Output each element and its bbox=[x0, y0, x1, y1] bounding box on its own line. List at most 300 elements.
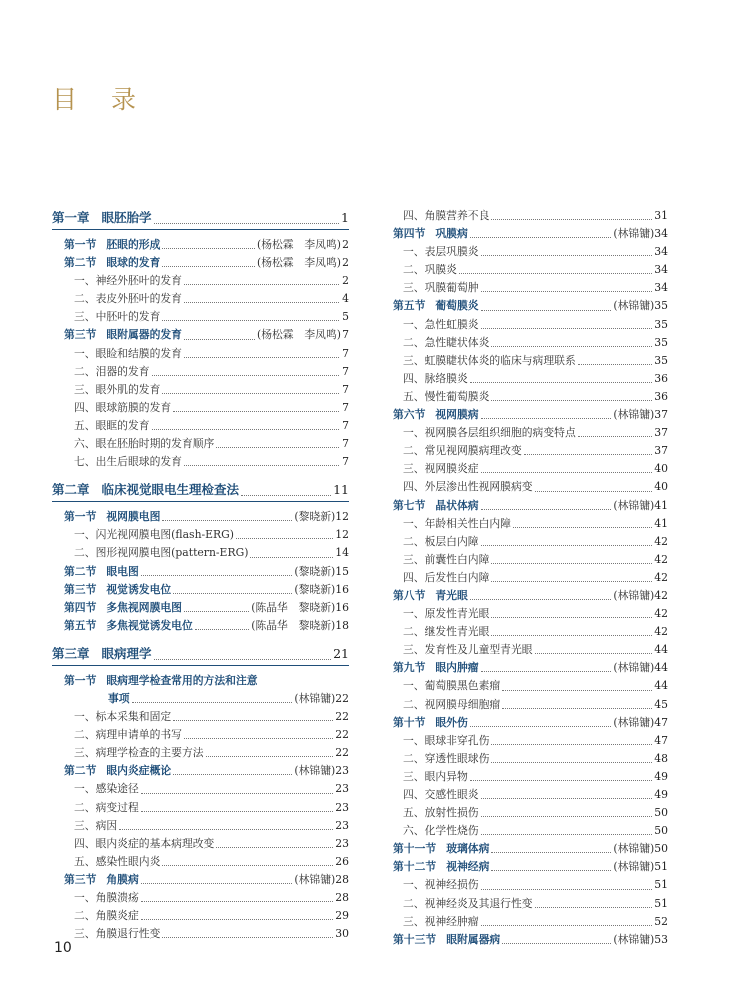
section-number: 第二节 bbox=[64, 256, 97, 270]
subsection-title: 二、视网膜母细胞瘤 bbox=[403, 697, 501, 711]
toc-subsection[interactable] bbox=[52, 526, 349, 544]
toc-subsection[interactable] bbox=[52, 417, 349, 435]
dot-leader bbox=[216, 846, 333, 848]
page-ref: 12 bbox=[335, 528, 349, 542]
page-ref: 7 bbox=[342, 418, 349, 432]
author-names: (林锦镛) bbox=[294, 764, 336, 778]
section-title-continued: 事项 bbox=[108, 691, 130, 705]
subsection-title: 四、交感性眼炎 bbox=[403, 788, 479, 801]
author-names: (林锦镛) bbox=[613, 588, 655, 602]
page-ref: 7 bbox=[342, 437, 349, 451]
dot-leader bbox=[216, 446, 339, 448]
dot-leader bbox=[481, 924, 653, 926]
page-ref: 21 bbox=[333, 645, 349, 661]
subsection-title: 一、眼球非穿孔伤 bbox=[403, 733, 490, 747]
page-ref: 2 bbox=[342, 274, 349, 288]
toc-subsection[interactable] bbox=[381, 334, 668, 352]
dot-leader bbox=[535, 490, 653, 492]
dot-leader bbox=[173, 592, 292, 594]
section-title: 角膜病 bbox=[106, 872, 139, 886]
section-number: 第四节 bbox=[64, 600, 97, 614]
page-ref: 18 bbox=[335, 618, 349, 632]
dot-leader bbox=[459, 272, 652, 274]
page-ref: 29 bbox=[335, 909, 349, 923]
dot-leader bbox=[491, 743, 652, 745]
toc-section[interactable] bbox=[381, 659, 668, 677]
toc-subsection[interactable] bbox=[381, 370, 668, 388]
subsection-title: 一、感染途径 bbox=[74, 782, 139, 796]
page-ref: 41 bbox=[654, 498, 668, 512]
subsection-title: 七、出生后眼球的发育 bbox=[74, 455, 182, 469]
toc-subsection[interactable] bbox=[381, 804, 668, 822]
toc-section[interactable] bbox=[381, 840, 668, 858]
toc-subsection[interactable] bbox=[381, 533, 668, 551]
subsection-title: 二、巩膜炎 bbox=[403, 263, 457, 277]
toc-section[interactable] bbox=[381, 497, 668, 515]
subsection-title: 一、闪光视网膜电图(flash-ERG) bbox=[74, 528, 235, 542]
toc-subsection[interactable] bbox=[381, 623, 668, 641]
toc-subsection[interactable] bbox=[52, 889, 349, 907]
dot-leader bbox=[162, 519, 292, 521]
author-names: (林锦镛) bbox=[613, 860, 655, 874]
subsection-title: 三、眼外肌的发育 bbox=[74, 382, 161, 396]
page-ref: 40 bbox=[654, 462, 668, 476]
subsection-title: 六、眼在胚胎时期的发育顺序 bbox=[74, 437, 215, 451]
dot-leader bbox=[481, 254, 653, 256]
page-ref: 47 bbox=[654, 733, 668, 747]
toc-subsection[interactable] bbox=[381, 569, 668, 587]
chapter-number: 第三章 bbox=[52, 645, 90, 661]
toc-subsection[interactable] bbox=[381, 424, 668, 442]
page-ref: 7 bbox=[342, 382, 349, 396]
page-ref: 7 bbox=[342, 328, 349, 342]
dot-leader bbox=[491, 616, 652, 618]
section-title: 多焦视觉诱发电位 bbox=[106, 618, 193, 632]
page-ref: 7 bbox=[342, 364, 349, 378]
toc-subsection[interactable] bbox=[381, 822, 668, 840]
subsection-title: 三、巩膜葡萄肿 bbox=[403, 281, 479, 295]
dot-leader bbox=[491, 580, 652, 582]
page-ref: 14 bbox=[335, 546, 349, 560]
page-ref: 37 bbox=[654, 444, 668, 458]
toc-section[interactable] bbox=[52, 581, 349, 599]
toc-subsection[interactable] bbox=[381, 478, 668, 496]
section-title: 视神经病 bbox=[446, 860, 490, 874]
author-names: (林锦镛) bbox=[613, 842, 655, 856]
author-names: (林锦镛) bbox=[613, 299, 655, 313]
page-ref: 30 bbox=[335, 927, 349, 941]
dot-leader bbox=[141, 792, 333, 794]
page-ref: 23 bbox=[335, 800, 349, 814]
toc-subsection[interactable] bbox=[381, 316, 668, 334]
toc-section[interactable] bbox=[52, 326, 349, 344]
author-names: (林锦镛) bbox=[613, 715, 655, 729]
dot-leader bbox=[481, 309, 612, 311]
section-number: 第二节 bbox=[64, 764, 97, 778]
subsection-title: 二、图形视网膜电图(pattern-ERG) bbox=[74, 546, 249, 560]
dot-leader bbox=[470, 236, 612, 238]
page-ref: 37 bbox=[654, 408, 668, 422]
toc-subsection[interactable] bbox=[381, 913, 668, 931]
page-ref: 7 bbox=[342, 400, 349, 414]
page-number: 10 bbox=[54, 940, 72, 956]
page-ref: 53 bbox=[654, 932, 668, 946]
section-title: 眼附属器病 bbox=[446, 932, 501, 946]
subsection-title: 三、视神经肿瘤 bbox=[403, 914, 479, 928]
section-number: 第五节 bbox=[64, 618, 97, 632]
subsection-title: 四、眼内炎症的基本病理改变 bbox=[74, 836, 215, 850]
subsection-title: 一、标本采集和固定 bbox=[74, 710, 172, 724]
dot-leader bbox=[481, 508, 612, 510]
page-ref: 23 bbox=[335, 782, 349, 796]
toc-subsection[interactable] bbox=[52, 308, 349, 326]
dot-leader bbox=[502, 707, 652, 709]
page-ref: 36 bbox=[654, 371, 668, 385]
toc-subsection[interactable] bbox=[52, 744, 349, 762]
dot-leader bbox=[481, 327, 653, 329]
page-ref: 23 bbox=[335, 836, 349, 850]
author-names: (陈晶华 黎晓新) bbox=[251, 600, 336, 614]
page-ref: 34 bbox=[654, 227, 668, 241]
toc-subsection[interactable] bbox=[52, 835, 349, 853]
toc-chapter[interactable] bbox=[52, 207, 349, 230]
page-ref: 41 bbox=[654, 516, 668, 530]
page-ref: 5 bbox=[342, 310, 349, 324]
page-ref: 50 bbox=[654, 806, 668, 820]
dot-leader bbox=[491, 345, 652, 347]
toc-subsection[interactable] bbox=[52, 363, 349, 381]
dot-leader bbox=[491, 218, 652, 220]
toc-subsection[interactable] bbox=[52, 907, 349, 925]
subsection-title: 二、板层白内障 bbox=[403, 534, 479, 548]
toc-subsection[interactable] bbox=[381, 442, 668, 460]
author-names: (杨松霖 李凤鸣) bbox=[256, 328, 341, 342]
subsection-title: 三、视网膜炎症 bbox=[403, 462, 479, 476]
page-ref: 34 bbox=[654, 263, 668, 277]
chapter-number: 第二章 bbox=[52, 482, 90, 498]
subsection-title: 五、慢性葡萄膜炎 bbox=[403, 389, 490, 403]
subsection-title: 四、角膜营养不良 bbox=[403, 209, 490, 222]
toc-subsection[interactable] bbox=[52, 817, 349, 835]
page-ref: 44 bbox=[654, 679, 668, 693]
toc-section[interactable] bbox=[52, 672, 349, 690]
toc-subsection[interactable] bbox=[52, 780, 349, 798]
dot-leader bbox=[206, 755, 334, 757]
page-ref: 16 bbox=[335, 582, 349, 596]
subsection-title: 二、角膜炎症 bbox=[74, 909, 139, 923]
toc-section[interactable] bbox=[381, 297, 668, 315]
toc-section[interactable] bbox=[52, 508, 349, 526]
page-ref: 35 bbox=[654, 299, 668, 313]
dot-leader bbox=[481, 471, 653, 473]
page-ref: 22 bbox=[335, 710, 349, 724]
page-ref: 49 bbox=[654, 788, 668, 801]
page-ref: 40 bbox=[654, 480, 668, 494]
toc-section[interactable] bbox=[52, 236, 349, 254]
subsection-title: 三、病理学检查的主要方法 bbox=[74, 746, 204, 760]
dot-leader bbox=[481, 815, 653, 817]
subsection-title: 二、病变过程 bbox=[74, 800, 139, 814]
subsection-title: 一、眼睑和结膜的发育 bbox=[74, 346, 182, 360]
toc-subsection[interactable] bbox=[381, 768, 668, 786]
section-number: 第七节 bbox=[393, 498, 426, 512]
page-title-part1: 目 bbox=[52, 85, 78, 114]
toc-subsection[interactable] bbox=[381, 207, 668, 225]
dot-leader bbox=[491, 869, 611, 871]
page-ref: 35 bbox=[654, 335, 668, 349]
dot-leader bbox=[184, 301, 339, 303]
toc-subsection[interactable] bbox=[381, 243, 668, 261]
page-ref: 26 bbox=[335, 854, 349, 868]
dot-leader bbox=[162, 247, 255, 249]
toc-subsection[interactable] bbox=[52, 290, 349, 308]
dot-leader bbox=[502, 689, 652, 691]
page-ref: 42 bbox=[654, 607, 668, 621]
toc-section[interactable] bbox=[381, 931, 668, 949]
toc-section[interactable] bbox=[52, 617, 349, 635]
toc-subsection[interactable] bbox=[381, 786, 668, 804]
author-names: (林锦镛) bbox=[613, 498, 655, 512]
subsection-title: 二、常见视网膜病理改变 bbox=[403, 444, 522, 458]
page-ref: 42 bbox=[654, 588, 668, 602]
dot-leader bbox=[184, 338, 255, 340]
page-title-part2: 录 bbox=[111, 85, 137, 114]
dot-leader bbox=[250, 556, 333, 558]
section-title: 多焦视网膜电图 bbox=[106, 600, 182, 614]
subsection-title: 四、后发性白内障 bbox=[403, 570, 490, 584]
toc-subsection[interactable] bbox=[52, 799, 349, 817]
subsection-title: 一、视神经损伤 bbox=[403, 878, 479, 892]
subsection-title: 二、病理申请单的书写 bbox=[74, 728, 182, 742]
toc-subsection[interactable] bbox=[381, 605, 668, 623]
toc-section[interactable] bbox=[381, 587, 668, 605]
chapter-title: 眼胚胎学 bbox=[101, 210, 152, 225]
page-ref: 35 bbox=[654, 353, 668, 367]
toc-subsection[interactable] bbox=[52, 345, 349, 363]
subsection-title: 三、中胚叶的发育 bbox=[74, 310, 161, 324]
page-ref: 49 bbox=[654, 769, 668, 783]
author-names: (黎晓新) bbox=[294, 510, 336, 524]
toc-section[interactable] bbox=[52, 563, 349, 581]
section-number: 第一节 bbox=[64, 673, 97, 687]
dot-leader bbox=[152, 428, 339, 430]
toc-subsection[interactable] bbox=[52, 399, 349, 417]
toc-subsection[interactable] bbox=[52, 272, 349, 290]
toc-section[interactable] bbox=[52, 762, 349, 780]
page-ref: 44 bbox=[654, 643, 668, 657]
toc-subsection[interactable] bbox=[52, 853, 349, 871]
section-title: 青光眼 bbox=[435, 588, 468, 602]
toc-section[interactable] bbox=[52, 254, 349, 272]
toc-section[interactable] bbox=[52, 871, 349, 889]
subsection-title: 一、表层巩膜炎 bbox=[403, 245, 479, 259]
subsection-title: 一、原发性青光眼 bbox=[403, 607, 490, 621]
subsection-title: 二、泪器的发育 bbox=[74, 364, 150, 378]
toc-subsection[interactable] bbox=[381, 279, 668, 297]
subsection-title: 五、感染性眼内炎 bbox=[74, 854, 161, 868]
dot-leader bbox=[141, 810, 333, 812]
dot-leader bbox=[578, 363, 653, 365]
page-ref: 50 bbox=[654, 842, 668, 856]
subsection-title: 二、表皮外胚叶的发育 bbox=[74, 292, 182, 306]
page-ref: 48 bbox=[654, 751, 668, 765]
dot-leader bbox=[141, 882, 293, 884]
toc-subsection[interactable] bbox=[52, 726, 349, 744]
subsection-title: 一、视网膜各层组织细胞的病变特点 bbox=[403, 426, 576, 440]
page-ref: 7 bbox=[342, 455, 349, 469]
dot-leader bbox=[184, 737, 333, 739]
section-number: 第八节 bbox=[393, 588, 426, 602]
section-title: 眼病理学检查常用的方法和注意 bbox=[106, 673, 258, 687]
section-title: 玻璃体病 bbox=[446, 842, 490, 856]
toc-subsection[interactable] bbox=[52, 381, 349, 399]
section-number: 第三节 bbox=[64, 872, 97, 886]
toc-left-column bbox=[52, 207, 349, 943]
dot-leader bbox=[119, 828, 333, 830]
author-names: (陈晶华 黎晓新) bbox=[251, 618, 336, 632]
dot-leader bbox=[481, 417, 612, 419]
subsection-title: 四、脉络膜炎 bbox=[403, 371, 468, 385]
page-ref: 2 bbox=[342, 238, 349, 251]
toc-subsection[interactable] bbox=[381, 551, 668, 569]
section-title: 眼球的发育 bbox=[106, 256, 161, 270]
subsection-title: 五、放射性损伤 bbox=[403, 806, 479, 820]
toc-section[interactable] bbox=[381, 406, 668, 424]
toc-subsection[interactable] bbox=[381, 876, 668, 894]
toc-subsection[interactable] bbox=[381, 641, 668, 659]
page-ref: 23 bbox=[335, 818, 349, 832]
author-names: (林锦镛) bbox=[613, 932, 655, 946]
toc-section[interactable] bbox=[381, 858, 668, 876]
toc-subsection[interactable] bbox=[381, 895, 668, 913]
dot-leader bbox=[524, 453, 652, 455]
dot-leader bbox=[535, 906, 653, 908]
toc-section[interactable] bbox=[52, 599, 349, 617]
page-ref: 51 bbox=[654, 878, 668, 892]
toc-subsection[interactable] bbox=[381, 696, 668, 714]
subsection-title: 一、神经外胚叶的发育 bbox=[74, 274, 182, 288]
dot-leader bbox=[184, 356, 339, 358]
dot-leader bbox=[502, 942, 611, 944]
section-title: 视觉诱发电位 bbox=[106, 582, 172, 596]
toc-subsection[interactable] bbox=[52, 435, 349, 453]
toc-chapter[interactable] bbox=[52, 643, 349, 666]
page-ref: 45 bbox=[654, 697, 668, 711]
toc-subsection[interactable] bbox=[52, 925, 349, 943]
toc-subsection[interactable] bbox=[381, 750, 668, 768]
dot-leader bbox=[470, 598, 612, 600]
toc-subsection[interactable] bbox=[381, 677, 668, 695]
toc-subsection[interactable] bbox=[381, 515, 668, 533]
page-ref: 4 bbox=[342, 292, 349, 306]
subsection-title: 三、发育性及儿童型青光眼 bbox=[403, 643, 533, 657]
dot-leader bbox=[162, 392, 339, 394]
toc-subsection[interactable] bbox=[381, 388, 668, 406]
dot-leader bbox=[173, 773, 292, 775]
page-ref: 23 bbox=[335, 764, 349, 778]
dot-leader bbox=[481, 670, 612, 672]
subsection-title: 四、眼球筋膜的发育 bbox=[74, 400, 172, 414]
subsection-title: 二、穿透性眼球伤 bbox=[403, 751, 490, 765]
dot-leader bbox=[154, 658, 332, 660]
section-title: 眼外伤 bbox=[435, 715, 468, 729]
section-number: 第六节 bbox=[393, 408, 426, 422]
subsection-title: 一、年龄相关性白内障 bbox=[403, 516, 511, 530]
toc-section[interactable] bbox=[381, 225, 668, 243]
dot-leader bbox=[481, 833, 653, 835]
chapter-title: 临床视觉眼电生理检查法 bbox=[101, 482, 240, 498]
page-ref: 28 bbox=[335, 891, 349, 904]
toc-section-continued[interactable] bbox=[52, 690, 349, 708]
dot-leader bbox=[481, 888, 653, 890]
page-ref: 42 bbox=[654, 570, 668, 584]
author-names: (杨松霖 李凤鸣) bbox=[256, 256, 341, 270]
toc-chapter[interactable] bbox=[52, 479, 349, 502]
page-ref: 47 bbox=[654, 715, 668, 729]
subsection-title: 三、病因 bbox=[74, 818, 118, 832]
page-ref: 15 bbox=[335, 564, 349, 578]
toc-subsection[interactable] bbox=[381, 460, 668, 478]
subsection-title: 二、继发性青光眼 bbox=[403, 625, 490, 639]
dot-leader bbox=[195, 628, 249, 630]
page-ref: 16 bbox=[335, 600, 349, 614]
page-ref: 31 bbox=[654, 209, 668, 222]
section-title: 晶状体病 bbox=[435, 498, 479, 512]
page-ref: 37 bbox=[654, 426, 668, 440]
toc-section[interactable] bbox=[381, 714, 668, 732]
dot-leader bbox=[184, 464, 339, 466]
toc-subsection[interactable] bbox=[381, 261, 668, 279]
section-number: 第九节 bbox=[393, 661, 426, 675]
dot-leader bbox=[470, 779, 652, 781]
dot-leader bbox=[154, 222, 339, 224]
subsection-title: 三、角膜退行性变 bbox=[74, 927, 161, 941]
toc-subsection[interactable] bbox=[381, 352, 668, 370]
page-ref: 42 bbox=[654, 552, 668, 566]
page-ref: 44 bbox=[654, 661, 668, 675]
toc-subsection[interactable] bbox=[381, 732, 668, 750]
dot-leader bbox=[491, 399, 652, 401]
dot-leader bbox=[173, 410, 339, 412]
page-ref: 51 bbox=[654, 896, 668, 910]
toc-subsection[interactable] bbox=[52, 544, 349, 562]
section-title: 视网膜病 bbox=[435, 408, 479, 422]
dot-leader bbox=[162, 936, 333, 938]
chapter-number: 第一章 bbox=[52, 210, 90, 225]
dot-leader bbox=[491, 761, 652, 763]
section-number: 第十一节 bbox=[393, 842, 437, 856]
dot-leader bbox=[236, 537, 333, 539]
subsection-title: 一、角膜溃疡 bbox=[74, 891, 139, 904]
dot-leader bbox=[241, 494, 331, 496]
page-ref: 52 bbox=[654, 914, 668, 928]
author-names: (黎晓新) bbox=[294, 582, 336, 596]
page-ref: 1 bbox=[341, 210, 349, 225]
author-names: (林锦镛) bbox=[294, 872, 336, 886]
subsection-title: 五、眼眶的发育 bbox=[74, 418, 150, 432]
page-ref: 11 bbox=[333, 482, 349, 498]
section-number: 第四节 bbox=[393, 227, 426, 241]
dot-leader bbox=[535, 652, 653, 654]
dot-leader bbox=[481, 290, 653, 292]
section-number: 第十二节 bbox=[393, 860, 437, 874]
toc-subsection[interactable] bbox=[52, 453, 349, 471]
subsection-title: 四、外层渗出性视网膜病变 bbox=[403, 480, 533, 494]
toc-subsection[interactable] bbox=[52, 708, 349, 726]
section-title: 眼附属器的发育 bbox=[106, 328, 182, 342]
section-number: 第五节 bbox=[393, 299, 426, 313]
section-title: 眼内炎症概论 bbox=[106, 764, 172, 778]
